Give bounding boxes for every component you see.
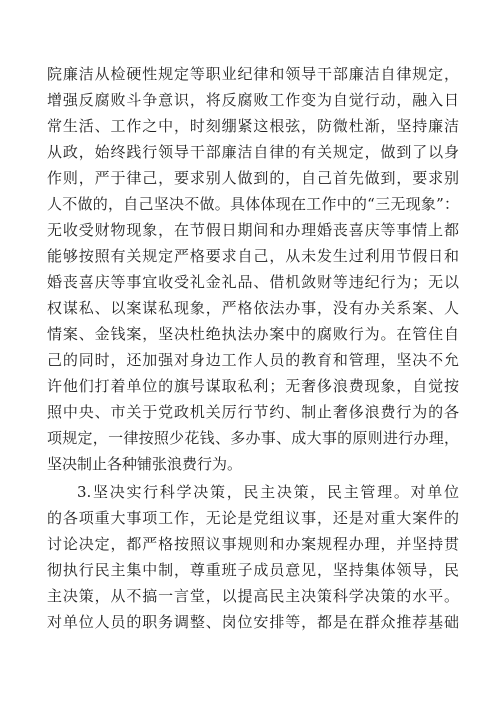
- text-line: 坚决制止各种铺张浪费行为。: [47, 455, 243, 473]
- text-line: 照中央、市关于党政机关厉行节约、制止奢侈浪费行为的各: [47, 403, 459, 421]
- section-heading-line: 3.坚决实行科学决策，民主决策，民主管理。对单位: [77, 483, 459, 501]
- text-line: 增强反腐败斗争意识，将反腐败工作变为自觉行动，融入日: [47, 91, 459, 109]
- text-line: 情案、金钱案，坚决杜绝执法办案中的腐败行为。在管住自: [47, 325, 459, 343]
- text-line: 院廉洁从检硬性规定等职业纪律和领导干部廉洁自律规定，: [47, 65, 459, 83]
- text-line: 己的同时，还加强对身边工作人员的教育和管理，坚决不允: [47, 351, 459, 369]
- text-line: 对单位人员的职务调整、岗位安排等，都是在群众推荐基础: [47, 613, 459, 631]
- text-line: 人不做的，自己坚决不做。具体体现在工作中的“三无现象”：: [47, 195, 459, 213]
- text-line: 作则，严于律己，要求别人做到的，自己首先做到，要求别: [47, 169, 459, 187]
- text-line: 许他们打着单位的旗号谋取私利；无奢侈浪费现象，自觉按: [47, 377, 459, 395]
- text-line: 主决策，从不搞一言堂，以提高民主决策科学决策的水平。: [47, 587, 459, 605]
- text-line: 能够按照有关规定严格要求自己，从未发生过利用节假日和: [47, 247, 459, 265]
- text-line: 权谋私、以案谋私现象，严格依法办事，没有办关系案、人: [47, 299, 459, 317]
- text-line: 无收受财物现象，在节假日期间和办理婚丧喜庆等事情上都: [47, 221, 459, 239]
- text-line: 项规定，一律按照少花钱、多办事、成大事的原则进行办理，: [47, 429, 459, 447]
- text-line: 婚丧喜庆等事宜收受礼金礼品、借机敛财等违纪行为；无以: [47, 273, 459, 291]
- text-line: 从政，始终践行领导干部廉洁自律的有关规定，做到了以身: [47, 143, 459, 161]
- text-line: 讨论决定，都严格按照议事规则和办案规程办理，并坚持贯: [47, 535, 459, 553]
- text-line: 彻执行民主集中制，尊重班子成员意见，坚持集体领导，民: [47, 561, 459, 579]
- text-line: 的各项重大事项工作，无论是党组议事，还是对重大案件的: [47, 509, 459, 527]
- text-line: 常生活、工作之中，时刻绷紧这根弦，防微杜渐，坚持廉洁: [47, 117, 459, 135]
